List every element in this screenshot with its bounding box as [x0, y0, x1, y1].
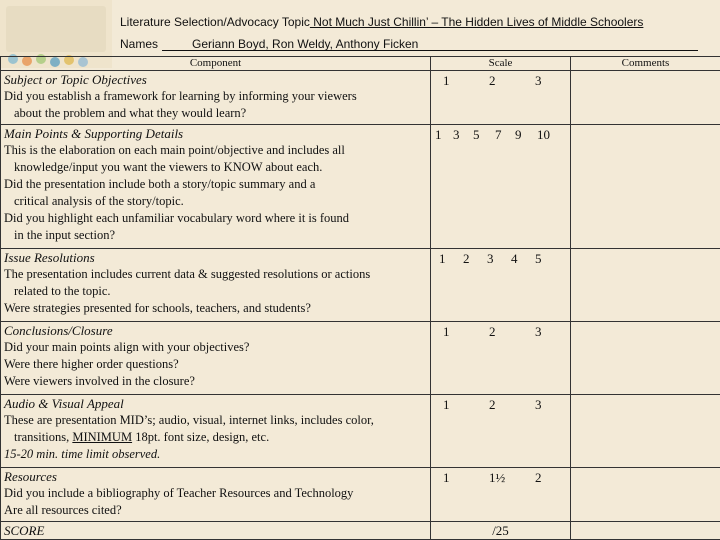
comments-cell — [571, 468, 720, 522]
scale-value: 1 — [443, 73, 450, 88]
component-cell — [1, 322, 431, 395]
scale-value: 2 — [489, 73, 496, 88]
component-description-line: The presentation includes current data & suggested resolutions or actions — [4, 267, 371, 281]
component-cell — [1, 125, 431, 249]
component-title: Main Points & Supporting Details — [4, 126, 184, 141]
scale-value: 1 — [443, 397, 450, 412]
scale-cell — [431, 71, 571, 125]
comments-cell — [571, 125, 720, 249]
component-description-line: in the input section? — [14, 228, 116, 242]
score-value: /25 — [431, 522, 571, 540]
banner-bar — [6, 6, 106, 52]
scale-value: 1 — [443, 324, 450, 339]
component-description-line: related to the topic. — [14, 284, 111, 298]
scale-value: 3 — [535, 397, 542, 412]
rubric-body — [1, 71, 720, 540]
comments-cell — [571, 322, 720, 395]
topic-label: Literature Selection/Advocacy Topic — [120, 15, 310, 29]
component-description-line: Were viewers involved in the closure? — [4, 374, 195, 388]
scale-value: 2 — [489, 324, 496, 339]
component-description-line: transitions, MINIMUM 18pt. font size, design, etc. — [14, 430, 270, 444]
component-title: Issue Resolutions — [4, 250, 95, 265]
scale-value: 4 — [511, 251, 518, 266]
component-description-line: critical analysis of the story/topic. — [14, 194, 184, 208]
topic-line — [120, 15, 643, 29]
score-comments-cell — [571, 522, 720, 540]
rubric-row — [1, 125, 720, 249]
component-title: Subject or Topic Objectives — [4, 72, 147, 87]
component-title: Conclusions/Closure — [4, 323, 113, 338]
comments-cell — [571, 395, 720, 468]
component-cell — [1, 395, 431, 468]
topic-value: Not Much Just Chillin’ – The Hidden Lives of Middle Schoolers — [309, 15, 644, 29]
scale-value: 7 — [495, 127, 502, 142]
component-title: Audio & Visual Appeal — [4, 396, 124, 411]
scale-value: 9 — [515, 127, 522, 142]
score-label: SCORE — [1, 522, 431, 540]
scale-value: 10 — [537, 127, 550, 142]
scale-value: 2 — [463, 251, 470, 266]
comments-header: Comments — [571, 57, 720, 71]
scale-value: 3 — [487, 251, 494, 266]
component-header: Component — [1, 57, 431, 71]
scale-value: 1 — [443, 470, 450, 485]
comments-cell — [571, 71, 720, 125]
names-line — [120, 37, 158, 51]
score-row — [1, 522, 720, 540]
names-value: Geriann Boyd, Ron Weldy, Anthony Ficken — [192, 37, 419, 51]
scale-cell — [431, 395, 571, 468]
component-description-line: This is the elaboration on each main point/objective and includes all — [4, 143, 345, 157]
scale-value: 3 — [535, 324, 542, 339]
scale-value: 3 — [535, 73, 542, 88]
scale-value: 5 — [473, 127, 480, 142]
scale-cell — [431, 249, 571, 322]
names-label: Names — [120, 37, 159, 51]
component-description-line: Are all resources cited? — [4, 503, 122, 517]
scale-value: 3 — [453, 127, 460, 142]
scale-value: 5 — [535, 251, 542, 266]
rubric-row — [1, 71, 720, 125]
scale-value: 1½ — [489, 470, 506, 485]
component-cell — [1, 468, 431, 522]
component-description-line: Did you highlight each unfamiliar vocabulary word where it is found — [4, 211, 350, 225]
component-description-line: Did your main points align with your objectives? — [4, 340, 250, 354]
rubric-row — [1, 249, 720, 322]
rubric-row — [1, 395, 720, 468]
component-description-line: about the problem and what they would learn? — [14, 106, 247, 120]
scale-value: 1 — [435, 127, 442, 142]
scale-value: 1 — [439, 251, 446, 266]
scale-cell — [431, 125, 571, 249]
component-description-line: Did you include a bibliography of Teacher Resources and Technology — [4, 486, 354, 500]
component-description-line: 15-20 min. time limit observed. — [4, 447, 161, 461]
scale-cell — [431, 322, 571, 395]
scale-value: 2 — [535, 470, 542, 485]
rubric-row — [1, 468, 720, 522]
component-title: Resources — [4, 469, 57, 484]
comments-cell — [571, 249, 720, 322]
rubric-row — [1, 322, 720, 395]
component-description-line: Were strategies presented for schools, teachers, and students? — [4, 301, 311, 315]
component-description-line: These are presentation MID’s; audio, visual, internet links, includes color, — [4, 413, 374, 427]
component-cell — [1, 71, 431, 125]
component-description-line: Did the presentation include both a story/topic summary and a — [4, 177, 316, 191]
component-description-line: knowledge/input you want the viewers to KNOW about each. — [14, 160, 323, 174]
component-cell — [1, 249, 431, 322]
rubric-table — [0, 56, 720, 540]
component-description-line: Did you establish a framework for learning by informing your viewers — [4, 89, 357, 103]
scale-header: Scale — [431, 57, 571, 71]
component-description-line: Were there higher order questions? — [4, 357, 179, 371]
scale-cell — [431, 468, 571, 522]
scale-value: 2 — [489, 397, 496, 412]
